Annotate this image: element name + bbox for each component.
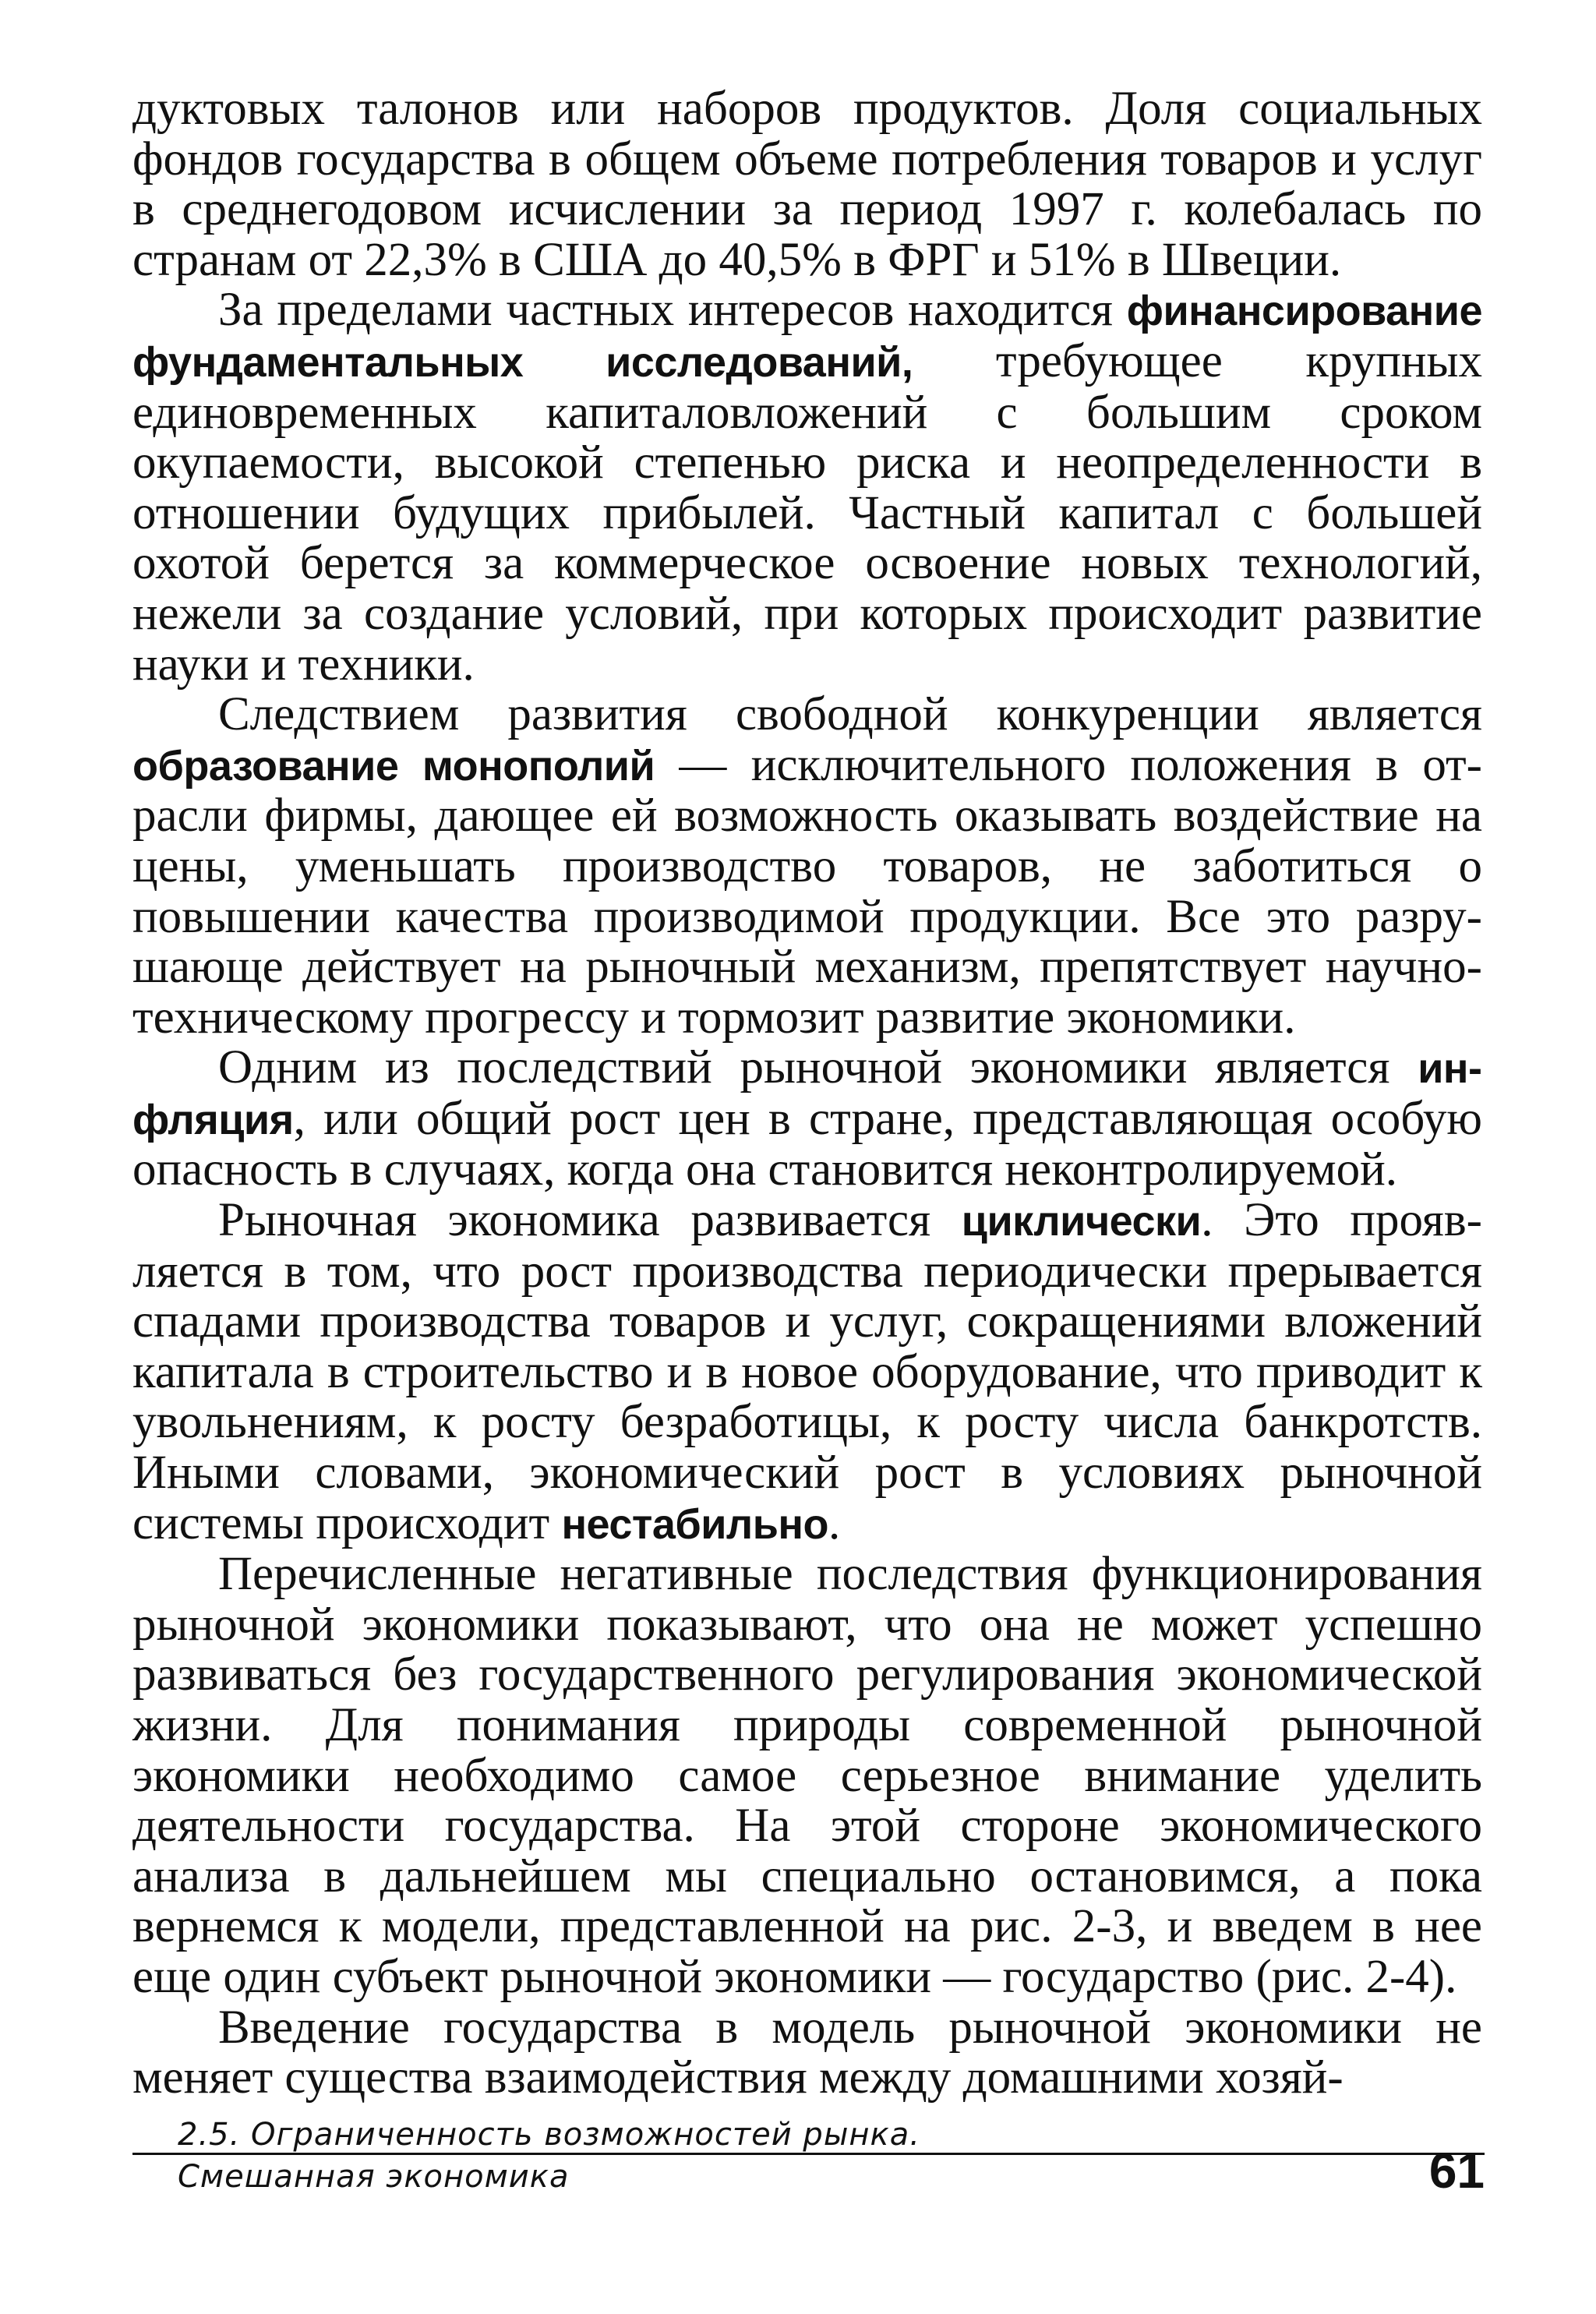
paragraph (132, 84, 1482, 285)
paragraph (132, 2003, 1482, 2104)
text-run: . (828, 1496, 841, 1549)
paragraph (132, 1549, 1482, 2002)
body-text (132, 84, 1482, 2104)
footer-rule (132, 2153, 1485, 2155)
text-run: Рыночная экономика развивается (218, 1194, 962, 1247)
text-run: — исключительного положения в отрасли фирмы, дающее ей возможность оказывать воздействие на цены, уменьшать производство товаров, не заботиться о повышении качества производимой продукции. Все это разрушающе действует на рыночный механизм, препятствует научно-техническому прогрессу и тормозит развитие экономики. (132, 738, 1482, 1044)
paragraph (132, 690, 1482, 1043)
page-number: 61 (1428, 2143, 1485, 2199)
text-run: Введение государства в модель рыночной экономики не меняет существа взаимодействия между домашними хозяй- (132, 2001, 1482, 2104)
text-run: . Это проявляется в том, что рост производства периодически прерывается спадами производства товаров и услуг, сокращениями вложений капитала в строительство и в новое оборудование, что приводит к увольнениям, к росту безработицы, к росту числа банкротств. Иными словами, экономический рост в условиях рыночной системы происходит (132, 1194, 1482, 1549)
bold-term: финансирование фундаментальных исследований, (132, 288, 1482, 386)
footer-book-title: Смешанная экономика (178, 2159, 570, 2195)
bold-term: образование монополий (132, 742, 655, 790)
paragraph (132, 1196, 1482, 1549)
text-run: Одним из последствий рыночной экономики является (218, 1041, 1418, 1094)
running-footer (178, 2117, 1487, 2153)
bold-term: циклически (961, 1198, 1202, 1245)
paragraph (132, 1043, 1482, 1196)
bold-term: нестабильно (561, 1500, 829, 1548)
text-run: Следствием развития свободной конкуренции является (218, 688, 1482, 741)
paragraph (132, 285, 1482, 690)
text-run: дуктовых талонов или наборов продуктов. Доля социальных фондов государства в общем объеме потребления товаров и услуг в среднегодовом исчислении за период 1997 г. колебалась по странам от 22,3% в США до 40,5% в ФРГ и 51% в Швеции. (132, 83, 1482, 286)
footer-section-title: 2.5. Ограниченность возможностей рынка. (178, 2117, 920, 2153)
text-run: требующее крупных единовременных капиталовложений с большим сроком окупаемости, высокой степенью риска и неопределенности в отношении будущих прибылей. Частный капитал с большей охотой берется за коммерческое освоение новых технологий, нежели за создание условий, при которых происходит развитие науки и техники. (132, 334, 1482, 691)
text-run: За пределами частных интересов находится (218, 284, 1127, 337)
text-run: , или общий рост цен в стране, представляющая особую опасность в случаях, когда она становится неконтролируемой. (132, 1092, 1482, 1196)
text-run: Перечисленные негативные последствия функционирования рыночной экономики показывают, что она не может успешно развиваться без государственного регулирования экономической жизни. Для понимания природы современной рыночной экономики необходимо самое серьезное внимание уделить деятельности государства. На этой стороне экономического анализа в дальнейшем мы специально остановимся, а пока вернемся к модели, представленной на рис. 2-3, и введем в нее еще один субъект рыночной экономики — государство (рис. 2-4). (132, 1548, 1482, 2003)
bold-term: инфляция (132, 1045, 1482, 1143)
